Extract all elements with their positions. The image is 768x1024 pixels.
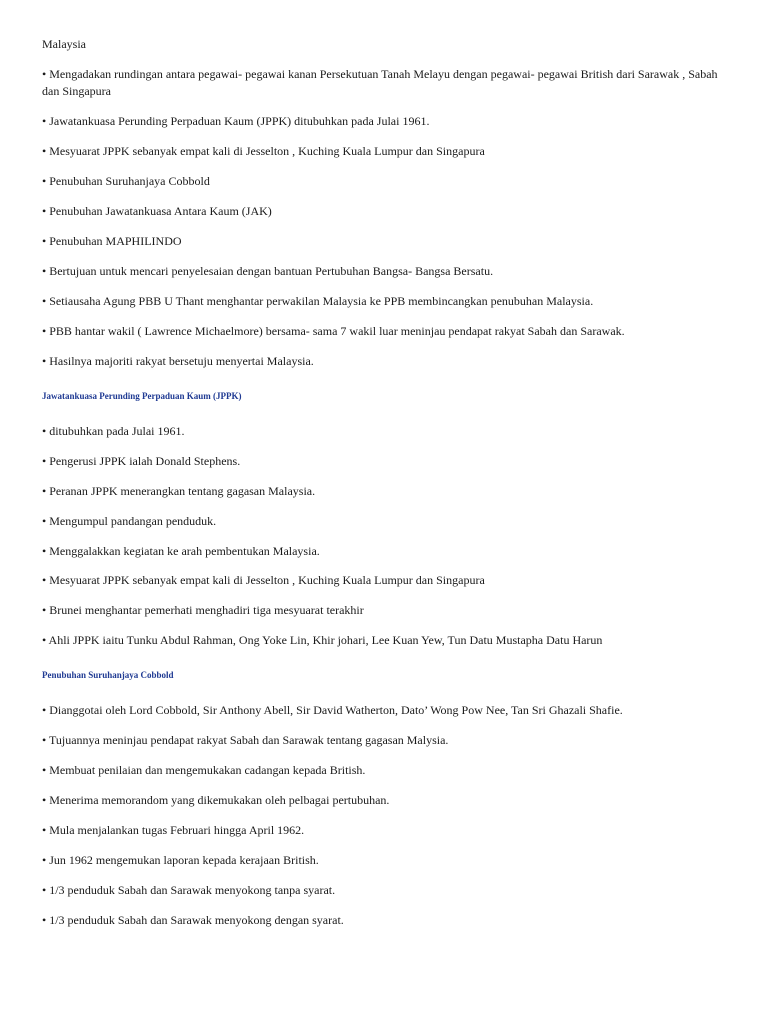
- list-item: • Mula menjalankan tugas Februari hingga April 1962.: [42, 823, 305, 837]
- section-heading-cobbold: Penubuhan Suruhanjaya Cobbold: [42, 670, 174, 680]
- list-item: • Penubuhan Suruhanjaya Cobbold: [42, 174, 210, 188]
- list-item: • Setiausaha Agung PBB U Thant menghantar perwakilan Malaysia ke PPB membincangkan penubuhan Malaysia.: [42, 294, 594, 308]
- list-item: • Brunei menghantar pemerhati menghadiri tiga mesyuarat terakhir: [42, 603, 364, 617]
- list-item: • Penubuhan MAPHILINDO: [42, 234, 182, 248]
- list-item: • Jun 1962 mengemukan laporan kepada kerajaan British.: [42, 853, 319, 867]
- list-item: • Penubuhan Jawatankuasa Antara Kaum (JAK): [42, 204, 272, 218]
- list-item: • Mengadakan rundingan antara pegawai- pegawai kanan Persekutuan Tanah Melayu dengan pegawai- pegawai British dari Sarawak , Sabah dan Singapura: [42, 67, 718, 98]
- list-item: • Bertujuan untuk mencari penyelesaian dengan bantuan Pertubuhan Bangsa- Bangsa Bersatu.: [42, 264, 494, 278]
- list-item: • 1/3 penduduk Sabah dan Sarawak menyokong tanpa syarat.: [42, 883, 336, 897]
- list-item: • Dianggotai oleh Lord Cobbold, Sir Anthony Abell, Sir David Watherton, Dato’ Wong Pow Nee, Tan Sri Ghazali Shafie.: [42, 703, 623, 717]
- list-item: • 1/3 penduduk Sabah dan Sarawak menyokong dengan syarat.: [42, 913, 344, 927]
- list-item: • PBB hantar wakil ( Lawrence Michaelmore) bersama- sama 7 wakil luar meninjau pendapat rakyat Sabah dan Sarawak.: [42, 324, 625, 338]
- section-heading-jppk: Jawatankuasa Perunding Perpaduan Kaum (JPPK): [42, 391, 242, 401]
- list-item: • Pengerusi JPPK ialah Donald Stephens.: [42, 454, 241, 468]
- list-item: • ditubuhkan pada Julai 1961.: [42, 424, 185, 438]
- list-item: • Peranan JPPK menerangkan tentang gagasan Malaysia.: [42, 484, 316, 498]
- list-item: • Menerima memorandom yang dikemukakan oleh pelbagai pertubuhan.: [42, 793, 390, 807]
- list-item: • Ahli JPPK iaitu Tunku Abdul Rahman, Ong Yoke Lin, Khir johari, Lee Kuan Yew, Tun Datu Mustapha Datu Harun: [42, 633, 603, 647]
- list-item: • Jawatankuasa Perunding Perpaduan Kaum (JPPK) ditubuhkan pada Julai 1961.: [42, 114, 430, 128]
- list-item: • Membuat penilaian dan mengemukakan cadangan kepada British.: [42, 763, 366, 777]
- list-item: • Hasilnya majoriti rakyat bersetuju menyertai Malaysia.: [42, 354, 314, 368]
- list-item: • Menggalakkan kegiatan ke arah pembentukan Malaysia.: [42, 544, 320, 558]
- list-item: • Mesyuarat JPPK sebanyak empat kali di Jesselton , Kuching Kuala Lumpur dan Singapura: [42, 573, 485, 587]
- list-item: • Mesyuarat JPPK sebanyak empat kali di Jesselton , Kuching Kuala Lumpur dan Singapura: [42, 144, 485, 158]
- list-item: • Tujuannya meninjau pendapat rakyat Sabah dan Sarawak tentang gagasan Malysia.: [42, 733, 449, 747]
- document-title: Malaysia: [42, 37, 86, 51]
- list-item: • Mengumpul pandangan penduduk.: [42, 514, 217, 528]
